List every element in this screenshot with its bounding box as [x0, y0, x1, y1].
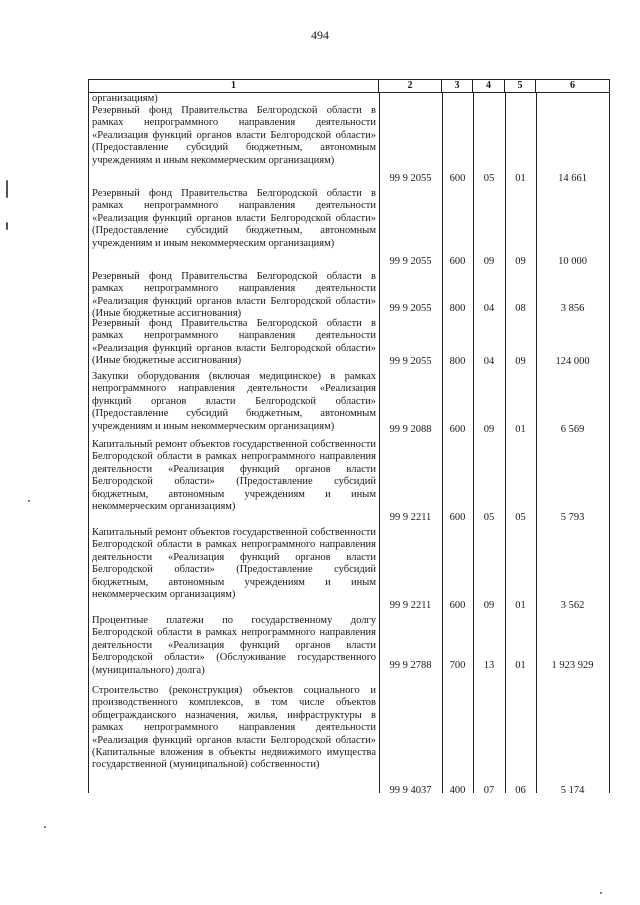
table-row	[89, 188, 609, 271]
header-col-1: 1	[89, 80, 379, 92]
row-col-3: 800	[449, 356, 466, 367]
row-col-5: 01	[515, 660, 526, 671]
row-col-5: 01	[515, 173, 526, 184]
row-col-3: 600	[449, 173, 466, 184]
header-col-2: 2	[379, 80, 442, 92]
row-description: Резервный фонд Правительства Белгородской области в рамках непрограммного направления деятельности «Реализация функций органов власти Белгородской области» (Иные бюджетные ассигнования)	[92, 318, 376, 367]
row-description: организациям)	[92, 93, 158, 104]
scan-speck	[28, 500, 30, 502]
row-description: Резервный фонд Правительства Белгородской области в рамках непрограммного направления деятельности «Реализация функций органов власти Белгородской области» (Предоставление субсидий бюджетным, автономным учреждениям и иным некоммерческим организациям)	[92, 105, 376, 166]
row-col-5: 01	[515, 600, 526, 611]
row-col-5: 05	[515, 512, 526, 523]
scan-speck	[6, 222, 8, 230]
header-col-5: 5	[505, 80, 536, 92]
row-description: Резервный фонд Правительства Белгородской области в рамках непрограммного направления деятельности «Реализация функций органов власти Белгородской области» (Иные бюджетные ассигнования)	[92, 271, 376, 320]
table-row-continuation	[89, 93, 609, 105]
row-amount: 1 923 929	[551, 660, 594, 671]
row-description: Закупки оборудования (включая медицинское) в рамках непрограммного направления деятельности «Реализация функций органов власти Белгородской области» (Предоставление субсидий бюджетным, автономным учреждениям и иным некоммерческим организациям)	[92, 371, 376, 432]
table-row	[89, 318, 609, 371]
row-code: 99 9 2055	[389, 356, 432, 367]
scan-speck	[600, 892, 602, 894]
table-row	[89, 615, 609, 675]
row-col-5: 01	[515, 424, 526, 435]
row-amount: 10 000	[558, 256, 587, 267]
row-amount: 5 174	[560, 785, 585, 796]
page-number: 494	[311, 28, 329, 42]
table-row	[89, 685, 609, 800]
row-col-4: 09	[483, 424, 495, 435]
row-col-3: 600	[449, 600, 466, 611]
row-col-5: 09	[515, 256, 526, 267]
header-col-4: 4	[473, 80, 505, 92]
row-code: 99 9 2788	[389, 660, 432, 671]
row-amount: 5 793	[560, 512, 585, 523]
row-amount: 3 856	[560, 303, 585, 314]
scan-speck	[6, 180, 8, 198]
table-row	[89, 527, 609, 615]
row-col-3: 600	[449, 424, 466, 435]
row-col-4: 05	[483, 512, 495, 523]
row-amount: 14 661	[558, 173, 587, 184]
row-code: 99 9 2055	[389, 173, 432, 184]
table-row	[89, 371, 609, 439]
header-col-6: 6	[570, 80, 575, 91]
row-description: Капитальный ремонт объектов государственной собственности Белгородской области в рамках непрограммного направления деятельности «Реализация функций органов власти Белгородской области» (Предоставление субсидий бюджетным, автономным учреждениям и иным некоммерческим организациям)	[92, 439, 376, 513]
row-col-4: 07	[483, 785, 495, 796]
row-code: 99 9 2055	[389, 256, 432, 267]
row-col-3: 600	[449, 256, 466, 267]
row-col-5: 08	[515, 303, 526, 314]
table-header-row	[89, 80, 609, 93]
row-code: 99 9 2211	[389, 512, 432, 523]
row-col-5: 06	[515, 785, 526, 796]
row-description: Капитальный ремонт объектов государственной собственности Белгородской области в рамках непрограммного направления деятельности «Реализация функций органов власти Белгородской области» (Предоставление субсидий бюджетным, автономным учреждениям и иным некоммерческим организациям)	[92, 527, 376, 601]
row-amount: 3 562	[560, 600, 585, 611]
table-row	[89, 271, 609, 318]
row-col-4: 04	[483, 303, 495, 314]
row-amount: 6 569	[560, 424, 585, 435]
row-description: Строительство (реконструкция) объектов социального и производственного комплексов, в том числе объектов общегражданского назначения, жилья, инфраструктуры в рамках непрограммного направления деятельности «Реализация функций органов власти Белгородской области» (Капитальные вложения в объекты недвижимого имущества государственной (муниципальной) собственности)	[92, 685, 376, 771]
row-col-4: 09	[483, 600, 495, 611]
row-col-3: 700	[449, 660, 466, 671]
row-col-3: 800	[449, 303, 466, 314]
row-code: 99 9 2088	[389, 424, 432, 435]
row-description: Процентные платежи по государственному долгу Белгородской области в рамках непрограммного направления деятельности «Реализация функций органов власти Белгородской области» (Обслуживание государственного (муниципального) долга)	[92, 615, 376, 676]
row-col-4: 05	[483, 173, 495, 184]
table-row	[89, 439, 609, 527]
row-amount: 124 000	[555, 356, 590, 367]
row-code: 99 9 2055	[389, 303, 432, 314]
row-col-4: 04	[483, 356, 495, 367]
row-col-5: 09	[515, 356, 526, 367]
row-col-4: 09	[483, 256, 495, 267]
table-body	[89, 93, 609, 796]
row-col-3: 400	[449, 785, 466, 796]
row-code: 99 9 4037	[389, 785, 432, 796]
row-code: 99 9 2211	[389, 600, 432, 611]
budget-table	[88, 79, 610, 796]
row-col-3: 600	[449, 512, 466, 523]
table-row	[89, 105, 609, 188]
header-col-3: 3	[442, 80, 473, 92]
row-description: Резервный фонд Правительства Белгородской области в рамках непрограммного направления деятельности «Реализация функций органов власти Белгородской области» (Предоставление субсидий бюджетным, автономным учреждениям и иным некоммерческим организациям)	[92, 188, 376, 249]
scan-speck	[44, 826, 46, 828]
row-col-4: 13	[483, 660, 495, 671]
